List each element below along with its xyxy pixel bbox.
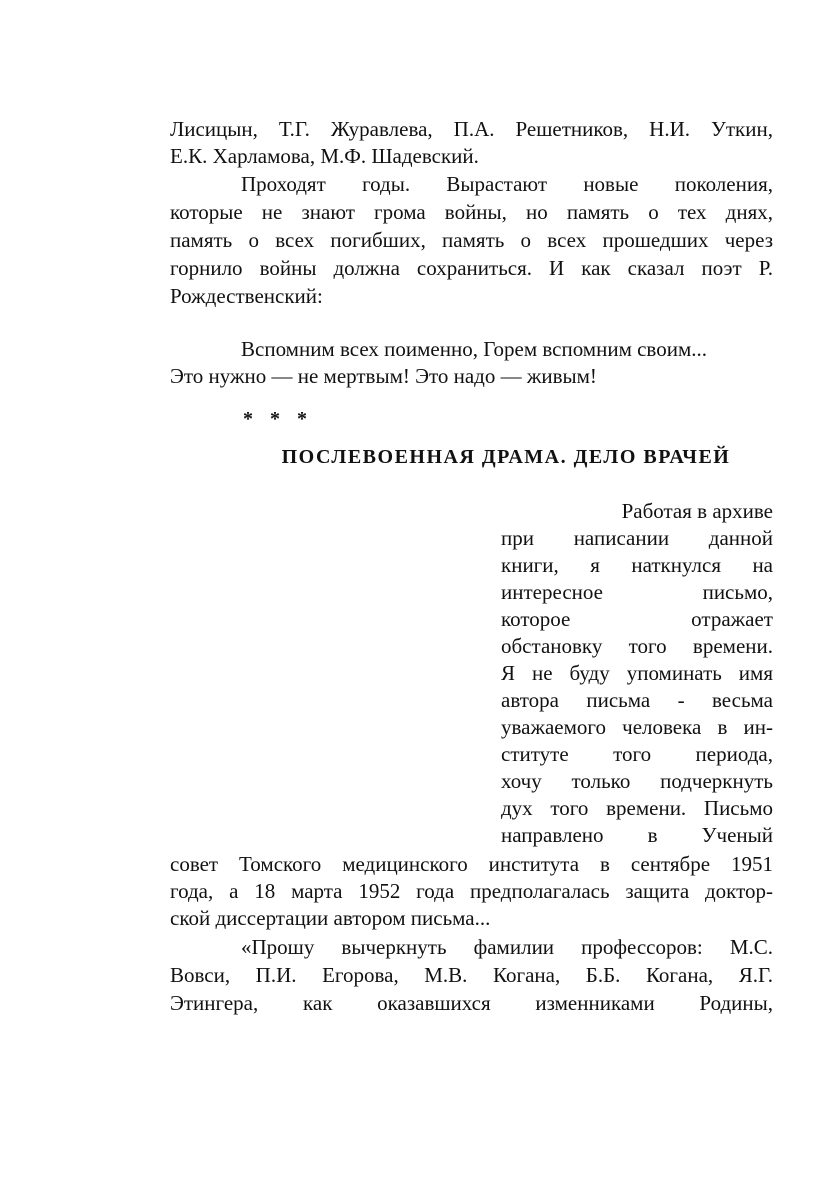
- text-line: Лисицын, Т.Г. Журавлева, П.А. Решетников, Н.И. Уткин,: [170, 117, 773, 141]
- column-line: интересное письмо,: [501, 580, 773, 604]
- column-line: хочу только подчеркнуть: [501, 769, 773, 793]
- column-line: дух того времени. Письмо: [501, 796, 773, 820]
- text-line: совет Томского медицинского института в сентябре 1951: [170, 852, 773, 876]
- poem-line: Это нужно — не мертвым! Это надо — живым!: [170, 364, 597, 388]
- poem-line: Вспомним всех поименно, Горем вспомним своим...: [241, 337, 707, 361]
- column-line: направлено в Ученый: [501, 823, 773, 847]
- section-title: ПОСЛЕВОЕННАЯ ДРАМА. ДЕЛО ВРАЧЕЙ: [281, 446, 731, 468]
- text-line: память о всех погибших, память о всех прошедших через: [170, 228, 773, 252]
- column-line: уважаемого человека в ин-: [501, 715, 773, 739]
- column-line: Работая в архиве: [621, 499, 773, 523]
- text-line: «Прошу вычеркнуть фамилии профессоров: М.С.: [241, 935, 773, 959]
- column-line: Я не буду упоминать имя: [501, 661, 773, 685]
- text-line: которые не знают грома войны, но память о тех днях,: [170, 200, 773, 224]
- text-line: Вовси, П.И. Егорова, М.В. Когана, Б.Б. Когана, Я.Г.: [170, 963, 773, 987]
- text-line: Рождественский:: [170, 284, 323, 308]
- text-line: Проходят годы. Вырастают новые поколения,: [241, 172, 773, 196]
- text-line: ской диссертации автором письма...: [170, 906, 491, 930]
- text-line: Е.К. Харламова, М.Ф. Шадевский.: [170, 144, 479, 168]
- section-separator: * * *: [243, 408, 313, 430]
- column-line: которое отражает: [501, 607, 773, 631]
- column-line: автора письма - весьма: [501, 688, 773, 712]
- text-line: горнило войны должна сохраниться. И как сказал поэт Р.: [170, 256, 773, 280]
- text-line: года, а 18 марта 1952 года предполагалась защита доктор-: [170, 879, 773, 903]
- column-line: при написании данной: [501, 526, 773, 550]
- column-line: обстановку того времени.: [501, 634, 773, 658]
- text-line: Этингера, как оказавшихся изменниками Родины,: [170, 991, 773, 1015]
- column-line: книги, я наткнулся на: [501, 553, 773, 577]
- column-line: ституте того периода,: [501, 742, 773, 766]
